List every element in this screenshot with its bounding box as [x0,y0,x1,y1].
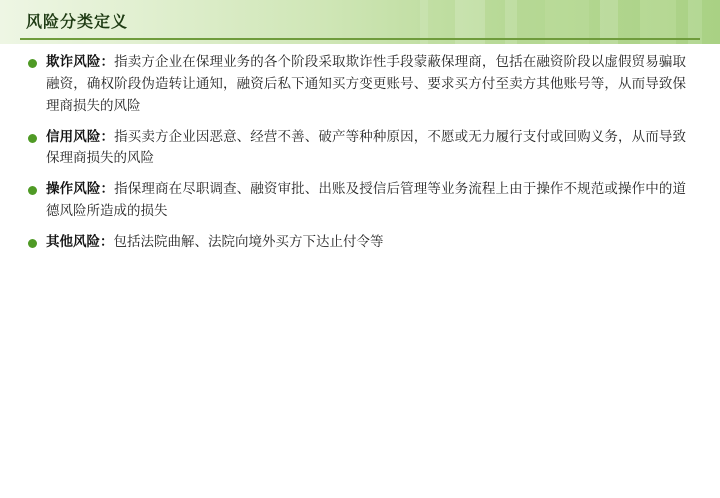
bullet-list [0,52,720,263]
page-title: 风险分类定义 [26,12,129,31]
list-item-description: 指买卖方企业因恶意、经营不善、破产等种种原因，不愿或无力履行支付或回购义务，从而导致保理商损失的风险 [46,128,687,167]
list-item [0,52,720,118]
list-item-term: 信用风险： [46,128,115,145]
list-item [0,232,720,254]
list-item [0,179,720,223]
list-item-description: 指保理商在尽职调查、融资审批、出账及授信后管理等业务流程上由于操作不规范或操作中的道德风险所造成的损失 [46,181,687,220]
list-item-description: 指卖方企业在保理业务的各个阶段采取欺诈性手段蒙蔽保理商，包括在融资阶段以虚假贸易骗取融资，确权阶段伪造转让通知，融资后私下通知买方变更账号、要求买方付至卖方其他账号等，从而导致保理商损失的风险 [46,54,687,114]
list-item-term: 操作风险： [46,181,115,198]
header-bottom-edge [0,44,720,46]
list-item-description: 包括法院曲解、法院向境外买方下达止付令等 [113,234,384,251]
title-underline [20,38,700,40]
bullet-dot-icon [28,186,37,195]
list-item-text [46,179,686,223]
list-item-text [46,52,686,118]
bullet-dot-icon [28,239,37,248]
list-item [0,127,720,171]
list-item-text [46,127,686,171]
list-item-term: 欺诈风险： [46,54,115,70]
bullet-dot-icon [28,134,37,143]
list-item-text [46,232,686,254]
bullet-dot-icon [28,59,37,68]
slide-header [0,0,720,46]
list-item-term: 其他风险： [46,234,114,251]
